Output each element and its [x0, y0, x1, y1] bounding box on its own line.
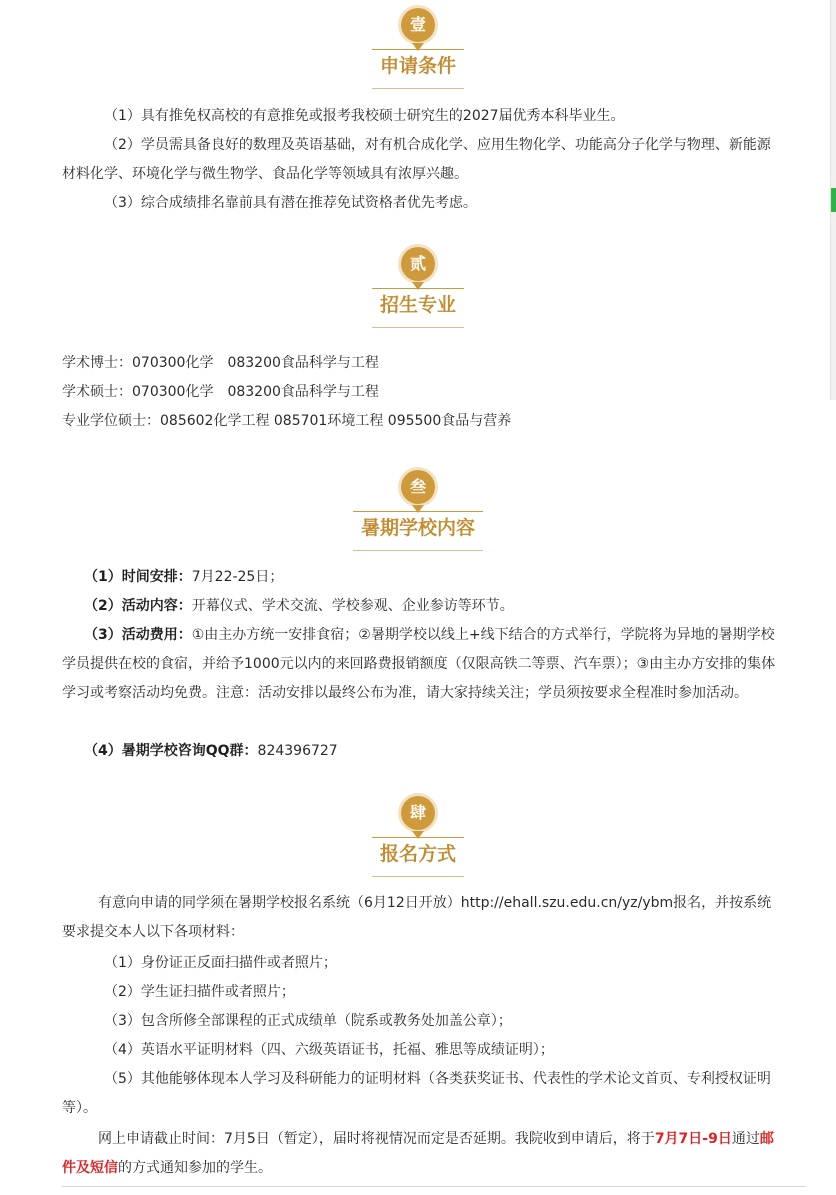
- section-header-majors: [0, 247, 836, 331]
- header-underline: [372, 876, 464, 877]
- apply-intro: 有意向申请的同学须在暑期学校报名系统（6月12日开放）http://ehall.szu.edu.cn/yz/ybm报名，并按系统要求提交本人以下各项材料：: [62, 895, 772, 940]
- header-underline: [372, 327, 464, 328]
- material-item: （5）其他能够体现本人学习及科研能力的证明材料（各类获奖证书、代表性的学术论文首页、专利授权证明等）。: [62, 1071, 771, 1116]
- fee-value: ①由主办方统一安排食宿；②暑期学校以线上+线下结合的方式举行，学院将为异地的暑期学校学员提供在校的食宿，并给予1000元以内的来回路费报销额度（仅限高铁二等票、汽车票）；③由主办方安排的集体学习或考察活动均免费。注意：活动安排以最终公布为准，请大家持续关注；学员须按要求全程准时参加活动。: [62, 627, 776, 701]
- major-item: 专业学位硕士：085602化学工程 085701环境工程 095500食品与营养: [62, 413, 512, 429]
- header-divider: [372, 49, 464, 50]
- header-underline: [372, 88, 464, 89]
- time-value: 7月22-25日；: [191, 569, 284, 585]
- activity-content: [84, 596, 514, 616]
- section-title: 招生专业: [379, 294, 456, 316]
- section-title: 申请条件: [379, 55, 456, 77]
- section-title: 暑期学校内容: [360, 517, 475, 539]
- deadline-text: 网上申请截止时间：7月5日（暂定），届时将视情况而定是否延期。我院收到申请后，将于: [98, 1131, 655, 1147]
- badge-icon: [401, 470, 435, 504]
- section-title: 报名方式: [379, 843, 456, 865]
- deadline-date: 7月7日-9日: [654, 1131, 732, 1147]
- bottom-divider: [62, 1186, 806, 1187]
- condition-item: （1）具有推免权高校的有意推免或报考我校硕士研究生的2027届优秀本科毕业生。: [104, 108, 625, 124]
- deadline-text: 通过: [731, 1131, 760, 1147]
- qq-label: （4）暑期学校咨询QQ群：: [84, 743, 258, 759]
- badge-number: 肆: [409, 803, 426, 822]
- time-schedule: [84, 567, 283, 587]
- scroll-indicator[interactable]: [831, 188, 836, 212]
- section-header-apply: [0, 796, 836, 880]
- deadline-method: 邮件及短信: [62, 1131, 774, 1176]
- badge-icon: [401, 796, 435, 830]
- section-header-content: [0, 470, 836, 554]
- activity-value: 开幕仪式、学术交流、学校参观、企业参访等环节。: [191, 598, 514, 614]
- activity-label: （2）活动内容：: [84, 598, 192, 614]
- badge-icon: [401, 247, 435, 281]
- material-item: （3）包含所修全部课程的正式成绩单（院系或教务处加盖公章）；: [104, 1013, 512, 1029]
- major-item: 学术博士：070300化学 083200食品科学与工程: [62, 355, 379, 371]
- header-underline: [353, 550, 483, 551]
- deadline-text: 的方式通知参加的学生。: [118, 1160, 272, 1176]
- qq-value: 824396727: [257, 743, 338, 759]
- badge-number: 壹: [409, 15, 426, 34]
- activity-fee: [62, 621, 782, 708]
- condition-item: （2）学员需具备良好的数理及英语基础，对有机合成化学、应用生物化学、功能高分子化学与物理、新能源材料化学、环境化学与微生物学、食品化学等领域具有浓厚兴趣。: [62, 137, 771, 182]
- badge-number: 贰: [409, 254, 426, 273]
- material-item: （4）英语水平证明材料（四、六级英语证书，托福、雅思等成绩证明）；: [104, 1042, 554, 1058]
- deadline-notice: [62, 1125, 782, 1183]
- header-divider: [353, 511, 483, 512]
- time-label: （1）时间安排：: [84, 569, 192, 585]
- header-divider: [372, 837, 464, 838]
- section-header-conditions: [0, 8, 836, 92]
- badge-number: 叁: [409, 477, 426, 496]
- badge-icon: [401, 8, 435, 42]
- fee-label: （3）活动费用：: [84, 627, 192, 643]
- condition-item: （3）综合成绩排名靠前具有潜在推荐免试资格者优先考虑。: [104, 195, 477, 211]
- material-item: （2）学生证扫描件或者照片；: [104, 984, 295, 1000]
- header-divider: [372, 288, 464, 289]
- material-item: （1）身份证正反面扫描件或者照片；: [104, 955, 337, 971]
- qq-group: [84, 741, 338, 761]
- major-item: 学术硕士：070300化学 083200食品科学与工程: [62, 384, 379, 400]
